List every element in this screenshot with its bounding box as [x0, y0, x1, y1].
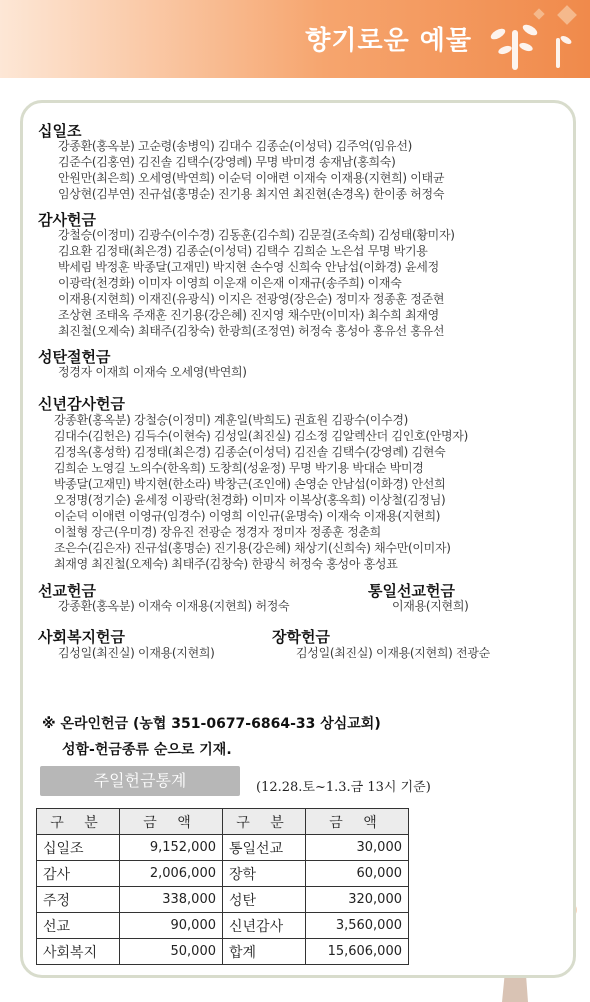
name-line: 김성일(최진실) 이재용(지현희) 전광순 — [296, 646, 490, 660]
name-line: 최진철(오제숙) 최태주(김창숙) 한광희(조정연) 허정숙 홍성아 홍유선 홍유선 — [58, 324, 445, 338]
name-line: 이광락(천경화) 이미자 이영희 이운재 이은재 이재규(송주희) 이재숙 — [58, 276, 402, 290]
section-title-scholarship: 장학헌금 — [272, 628, 330, 646]
welfare-names — [58, 645, 215, 661]
amount-cell: 2,006,000 — [120, 861, 223, 887]
table-row — [37, 887, 409, 913]
newyear-names — [54, 412, 468, 572]
amount-cell: 15,606,000 — [306, 939, 409, 965]
offering-stats-table — [36, 808, 409, 965]
name-line: 김성일(최진실) 이재용(지현희) — [58, 646, 215, 660]
section-title-newyear: 신년감사헌금 — [38, 395, 125, 413]
amount-cell: 3,560,000 — [306, 913, 409, 939]
table-row — [37, 913, 409, 939]
name-line: 김희순 노영길 노의수(한옥희) 도창희(성윤정) 무명 박기용 박대순 박미경 — [54, 461, 424, 475]
column-header: 구 분 — [37, 809, 120, 835]
name-line: 김요환 김정태(최은경) 김종순(이성덕) 김택수 김희순 노은섭 무명 박기용 — [58, 244, 428, 258]
name-line: 정경자 이재희 이재숙 오세영(박연희) — [58, 365, 247, 379]
amount-cell: 60,000 — [306, 861, 409, 887]
table-header-row — [37, 809, 409, 835]
online-offering-info: ※ 온라인헌금 (농협 351-0677-6864-33 상심교회) — [42, 716, 381, 732]
amount-cell: 50,000 — [120, 939, 223, 965]
amount-cell: 320,000 — [306, 887, 409, 913]
category-cell: 사회복지 — [37, 939, 120, 965]
name-line: 김준수(김홍연) 김진솔 김택수(강영례) 무명 박미경 송재남(홍희숙) — [58, 155, 396, 169]
name-line: 강종환(홍옥분) 강철승(이정미) 계훈일(박희도) 권효원 김광수(이수경) — [54, 413, 408, 427]
tithe-names — [58, 138, 444, 202]
category-cell: 십일조 — [37, 835, 120, 861]
amount-cell: 90,000 — [120, 913, 223, 939]
column-header: 구 분 — [223, 809, 306, 835]
stats-period: (12.28.토~1.3.금 13시 기준) — [256, 780, 431, 795]
name-line: 박세림 박정훈 박종달(고재민) 박지현 손수영 신희숙 안남섭(이화경) 윤세정 — [58, 260, 439, 274]
table-row — [37, 861, 409, 887]
header-banner — [0, 0, 590, 78]
table-row — [37, 939, 409, 965]
name-line: 안원만(최은희) 오세영(박연희) 이순덕 이애련 이재숙 이재용(지현희) 이태균 — [58, 171, 445, 185]
category-cell: 감사 — [37, 861, 120, 887]
unification-names — [392, 598, 469, 614]
name-line: 조상현 조태옥 주재훈 진기용(강은혜) 진지영 채수만(이미자) 최수희 최재영 — [58, 308, 439, 322]
thanks-names — [58, 227, 455, 339]
name-line: 강종환(홍옥분) 고순령(송병익) 김대수 김종순(이성덕) 김주억(임유선) — [58, 139, 412, 153]
category-cell: 주정 — [37, 887, 120, 913]
section-title-unification: 통일선교헌금 — [368, 582, 455, 600]
column-header: 금 액 — [306, 809, 409, 835]
column-header: 금 액 — [120, 809, 223, 835]
category-cell: 장학 — [223, 861, 306, 887]
category-cell: 통일선교 — [223, 835, 306, 861]
amount-cell: 9,152,000 — [120, 835, 223, 861]
name-line: 조은수(김은자) 진규섭(홍명순) 진기용(강은혜) 채상기(신희숙) 채수만(이미자) — [54, 541, 451, 555]
section-title-christmas: 성탄절헌금 — [38, 348, 111, 366]
name-line: 이순덕 이애련 이영규(임경수) 이영희 이인규(윤명숙) 이재숙 이재용(지현희) — [54, 509, 441, 523]
category-cell: 성탄 — [223, 887, 306, 913]
amount-cell: 338,000 — [120, 887, 223, 913]
section-title-thanks: 감사헌금 — [38, 211, 96, 229]
page-title: 향기로운 예물 — [305, 26, 472, 56]
scholarship-names — [296, 645, 490, 661]
sprout-icon — [0, 0, 590, 78]
amount-cell: 30,000 — [306, 835, 409, 861]
table-row — [37, 835, 409, 861]
section-title-mission: 선교헌금 — [38, 582, 96, 600]
section-title-tithe: 십일조 — [38, 122, 82, 140]
name-line: 강철승(이정미) 김광수(이수경) 김동훈(김수희) 김문걸(조숙희) 김성태(황미자) — [58, 228, 455, 242]
category-cell: 합계 — [223, 939, 306, 965]
stats-label: 주일헌금통계 — [40, 766, 240, 796]
name-line: 김정옥(홍성학) 김정태(최은경) 김종순(이성덕) 김진솔 김택수(강영례) 김현숙 — [54, 445, 446, 459]
name-line: 최재영 최진철(오제숙) 최태주(김창숙) 한광식 허정숙 홍성아 홍성표 — [54, 557, 398, 571]
category-cell: 신년감사 — [223, 913, 306, 939]
name-line: 오정명(정기순) 윤세정 이광락(천경화) 이미자 이복상(홍옥희) 이상철(김정님) — [54, 493, 446, 507]
category-cell: 선교 — [37, 913, 120, 939]
name-line: 임상현(김부연) 진규섭(홍명순) 진기용 최지연 최진현(손경옥) 한이종 허정숙 — [58, 187, 445, 201]
name-line: 이재용(지현희) — [392, 599, 469, 613]
name-line: 강종환(홍옥분) 이재숙 이재용(지현희) 허정숙 — [58, 599, 290, 613]
name-line: 김대수(김헌은) 김득수(이현숙) 김성일(최진실) 김소정 김알렉산더 김인호(안명자) — [54, 429, 468, 443]
name-line: 이철형 장근(우미경) 장유진 전광순 정경자 정미자 정종훈 정춘희 — [54, 525, 381, 539]
name-line: 박종달(고재민) 박지현(한소라) 박창근(조인애) 손영순 안남섭(이화경) 안선희 — [54, 477, 446, 491]
name-line: 이재용(지현희) 이재진(유광식) 이지은 전광영(장은순) 정미자 정종훈 정준현 — [58, 292, 445, 306]
online-offering-note: 성함-헌금종류 순으로 기재. — [62, 742, 232, 758]
mission-names — [58, 598, 289, 614]
section-title-welfare: 사회복지헌금 — [38, 628, 125, 646]
christmas-names — [58, 364, 247, 380]
